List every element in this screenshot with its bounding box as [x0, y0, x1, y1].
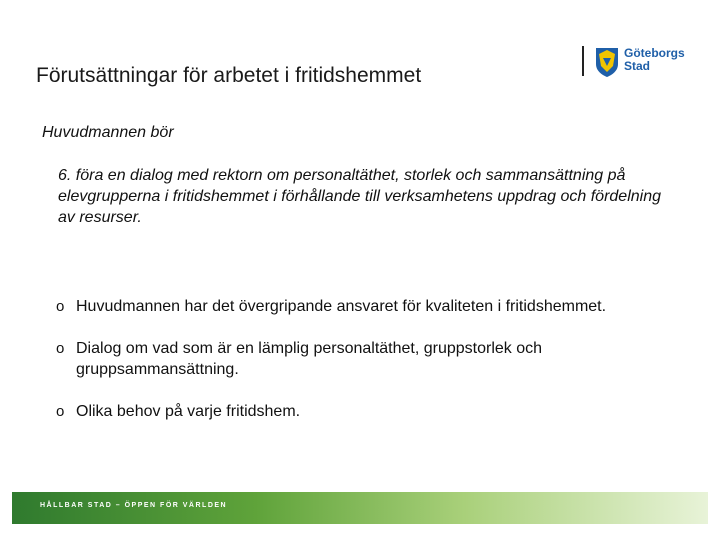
bullet-text: Huvudmannen har det övergripande ansvaret för kvaliteten i fritidshemmet. — [76, 298, 607, 315]
subheading: Huvudmannen bör — [42, 124, 174, 141]
bullet-item — [56, 338, 676, 380]
goteborgs-stad-logo — [582, 44, 692, 84]
slide-title: Förutsättningar för arbetet i fritidshemmet — [36, 64, 422, 87]
bullet-text: Olika behov på varje fritidshem. — [76, 403, 301, 420]
logo-wordmark — [624, 47, 685, 73]
footer-banner — [12, 492, 708, 524]
bullet-text: Dialog om vad som är en lämplig personaltäthet, gruppstorlek och gruppsammansättning. — [76, 340, 543, 378]
bullet-item — [56, 296, 676, 317]
logo-line-1: Göteborgs — [624, 46, 685, 60]
bullet-marker: o — [56, 403, 65, 420]
bullet-item — [56, 401, 676, 422]
city-shield-icon — [594, 46, 620, 78]
footer-slogan: HÅLLBAR STAD – ÖPPEN FÖR VÄRLDEN — [40, 502, 228, 509]
bullet-marker: o — [56, 298, 65, 315]
logo-line-2: Stad — [624, 59, 651, 73]
numbered-point: 6. föra en dialog med rektorn om personaltäthet, storlek och sammansättning på elevgrupperna i fritidshemmet i förhållande till verksamhetens uppdrag och fördelning av resurser. — [58, 167, 661, 226]
bullet-list — [56, 296, 676, 443]
bullet-marker: o — [56, 340, 65, 357]
logo-divider — [582, 46, 584, 76]
